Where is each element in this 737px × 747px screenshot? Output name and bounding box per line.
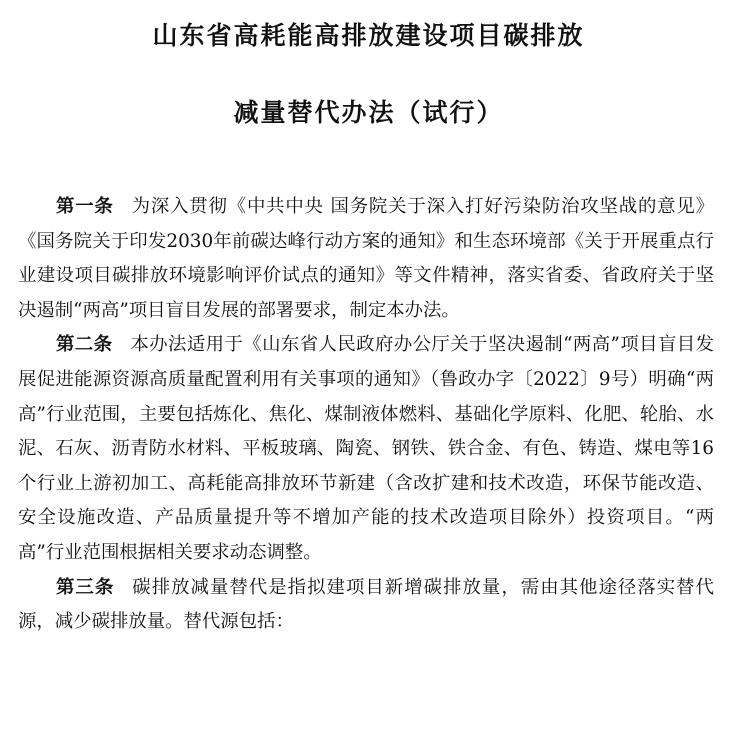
document-title-line-2: 减量替代办法（试行） bbox=[233, 98, 504, 127]
article-label: 第一条 bbox=[56, 196, 114, 217]
document-body bbox=[18, 190, 714, 640]
article-label: 第三条 bbox=[56, 576, 115, 598]
article-text: 碳排放减量替代是指拟建项目新增碳排放量，需由其他途径落实替代源，减少碳排放量。替代源包括： bbox=[18, 576, 714, 633]
article-text: 本办法适用于《山东省人民政府办公厅关于坚决遏制“两高”项目盲目发展促进能源资源高质量配置利用有关事项的通知》（鲁政办字〔2022〕9号）明确“两高”行业范围，主要包括炼化、焦化、煤制液体燃料、基础化学原料、化肥、轮胎、水泥、石灰、沥青防水材料、平板玻璃、陶瓷、钢铁、铁合金、有色、铸造、煤电等16个行业上游初加工、高耗能高排放环节新建（含改扩建和技术改造，环保节能改造、安全设施改造、产品质量提升等不增加产能的技术改造项目除外）投资项目。“两高”行业范围根据相关要求动态调整。 bbox=[18, 334, 714, 563]
article-text: 为深入贯彻《中共中央 国务院关于深入打好污染防治攻坚战的意见》《国务院关于印发2030年前碳达峰行动方案的通知》和生态环境部《关于开展重点行业建设项目碳排放环境影响评价试点的通知》等文件精神，落实省委、省政府关于坚决遏制“两高”项目盲目发展的部署要求，制定本办法。 bbox=[18, 196, 714, 321]
article-label: 第二条 bbox=[56, 334, 113, 356]
article-paragraph bbox=[18, 571, 714, 640]
document-title-line-1: 山东省高耗能高排放建设项目碳排放 bbox=[152, 21, 585, 50]
article-paragraph bbox=[18, 190, 714, 328]
article-paragraph bbox=[18, 328, 714, 570]
